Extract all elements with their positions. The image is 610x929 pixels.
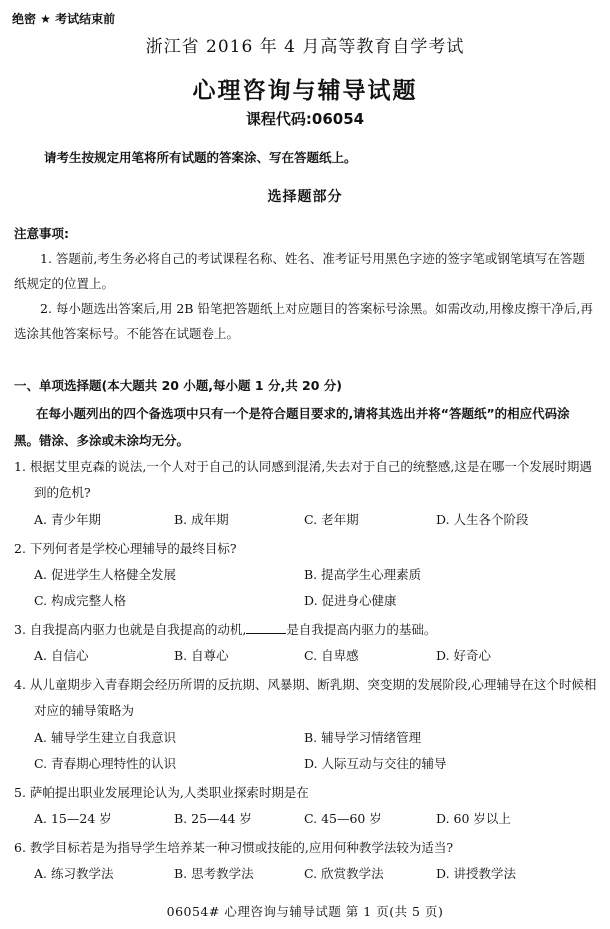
option: B. 成年期 (174, 512, 229, 527)
exam-title: 浙江省 2016 年 4 月高等教育自学考试 (145, 37, 465, 57)
question-4: 4. 从儿童期步入青春期会经历所谓的反抗期、风暴期、断乳期、突变期的发展阶段,心理辅导在这个时候相对应的辅导策略为 (14, 677, 597, 718)
options-6 (34, 864, 594, 888)
option: B. 自尊心 (174, 648, 229, 663)
option: B. 25—44 岁 (174, 811, 252, 826)
section-title: 选择题部分 (267, 189, 343, 205)
option: A. 15—24 岁 (34, 811, 112, 826)
question-3-stem-start: 3. 自我提高内驱力也就是自我提高的动机, (14, 622, 247, 637)
option: A. 促进学生人格健全发展 (34, 567, 176, 582)
options-2a (34, 565, 594, 589)
option: A. 自信心 (34, 648, 89, 663)
question-1: 1. 根据艾里克森的说法,一个人对于自己的认同感到混淆,失去对于自己的统整感,这是在哪一个发展时期遇到的危机? (14, 459, 592, 500)
option: C. 构成完整人格 (34, 593, 127, 608)
option: A. 青少年期 (34, 512, 101, 527)
subject-title: 心理咨询与辅导试题 (192, 78, 418, 104)
confidential-label: 绝密 ★ 考试结束前 (12, 12, 116, 26)
option: C. 欣赏教学法 (304, 866, 384, 881)
option: D. 促进身心健康 (304, 593, 397, 608)
option: D. 好奇心 (436, 648, 492, 663)
options-1 (34, 510, 594, 534)
fill-blank (246, 621, 286, 634)
question-2: 2. 下列何者是学校心理辅导的最终目标? (14, 541, 237, 556)
answer-instruction: 请考生按规定用笔将所有试题的答案涂、写在答题纸上。 (44, 150, 357, 165)
question-3-stem-end: 是自我提高内驱力的基础。 (286, 622, 437, 637)
option: A. 辅导学生建立自我意识 (34, 730, 176, 745)
question-6: 6. 教学目标若是为指导学生培养某一种习惯或技能的,应用何种教学法较为适当? (14, 840, 454, 855)
option: A. 练习教学法 (34, 866, 114, 881)
options-2b (34, 591, 594, 615)
option: C. 45—60 岁 (304, 811, 382, 826)
course-code: 课程代码:06054 (245, 110, 365, 128)
options-4a (34, 728, 594, 752)
question-3 (14, 617, 599, 643)
option: B. 提高学生心理素质 (304, 567, 422, 582)
notes-heading: 注意事项: (14, 226, 69, 241)
option: B. 思考教学法 (174, 866, 254, 881)
part-instruction: 在每小题列出的四个备选项中只有一个是符合题目要求的,请将其选出并将“答题纸”的相应代码涂黑。错涂、多涂或未涂均无分。 (14, 406, 570, 448)
option: C. 老年期 (304, 512, 359, 527)
question-5: 5. 萨帕提出职业发展理论认为,人类职业探索时期是在 (14, 785, 309, 800)
option: D. 人际互动与交往的辅导 (304, 756, 447, 771)
options-5 (34, 809, 594, 833)
option: C. 自卑感 (304, 648, 359, 663)
note-item-1: 1. 答题前,考生务必将自己的考试课程名称、姓名、准考证号用黑色字迹的签字笔或钢笔填写在答题纸规定的位置上。 (14, 251, 585, 291)
part-heading: 一、单项选择题(本大题共 20 小题,每小题 1 分,共 20 分) (14, 378, 343, 393)
note-item-2: 2. 每小题选出答案后,用 2B 铅笔把答题纸上对应题目的答案标号涂黑。如需改动,用橡皮擦干净后,再选涂其他答案标号。不能答在试题卷上。 (14, 301, 593, 341)
page-footer: 06054# 心理咨询与辅导试题 第 1 页(共 5 页) (166, 904, 444, 919)
options-4b (34, 754, 594, 778)
options-3 (34, 646, 594, 670)
option: D. 60 岁以上 (436, 811, 511, 826)
option: D. 人生各个阶段 (436, 512, 529, 527)
option: D. 讲授教学法 (436, 866, 517, 881)
option: C. 青春期心理特性的认识 (34, 756, 177, 771)
option: B. 辅导学习情绪管理 (304, 730, 422, 745)
